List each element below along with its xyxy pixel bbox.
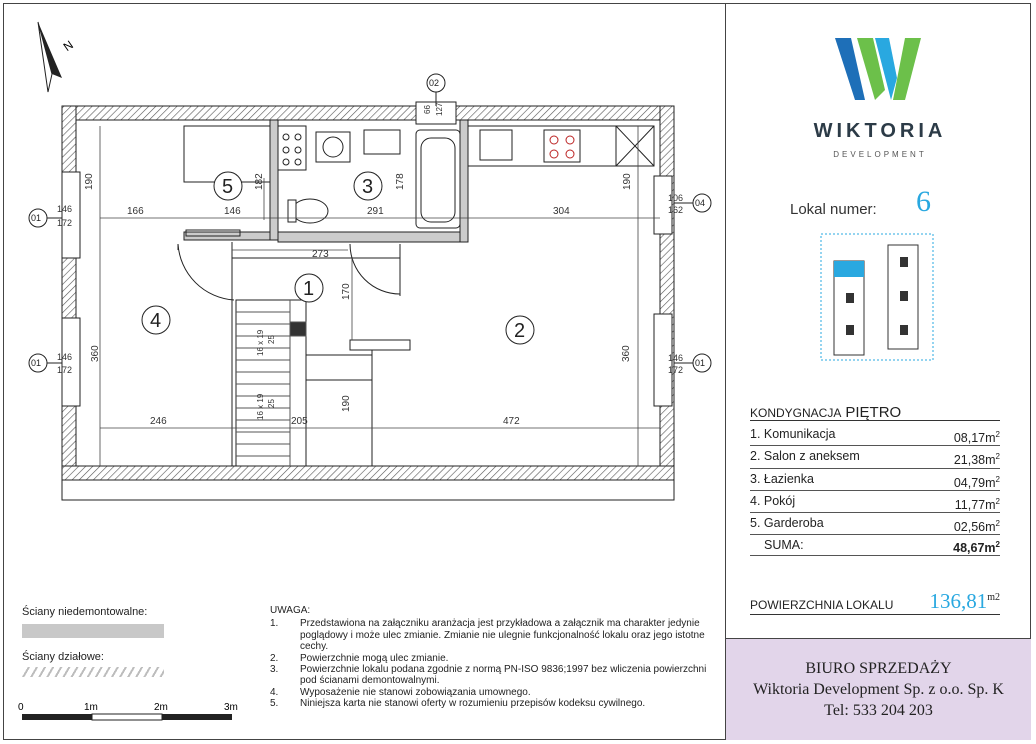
sum-value: $48,67m^2$ — [953, 540, 1000, 556]
dim-190-right: 190 — [622, 173, 633, 190]
kondygnacja-row — [750, 404, 1000, 421]
axis-marker-01-top: 01 — [31, 213, 42, 223]
room-number-4: 4 — [150, 310, 162, 332]
stair-dim-lower: 16 x 19 — [256, 393, 265, 420]
legend-partition-label: Ściany działowe: — [22, 651, 104, 663]
sum-row — [750, 535, 1000, 556]
scale-label-0: 0 — [18, 702, 24, 713]
scale-bar — [18, 700, 248, 726]
note-item: 3. Powierzchnie lokalu podana zgodnie z normą PN-ISO 9836;1997 bez wliczenia powierzchni pod ścianami demontowalnymi. — [270, 664, 707, 687]
scale-label-2m: 2m — [154, 702, 168, 713]
window-dim-5b: 127 — [435, 102, 444, 116]
dim-360-left: 360 — [90, 345, 101, 362]
brand-name: WIKTORIA — [813, 120, 947, 142]
window-dim-3b: 162 — [668, 205, 684, 215]
dim-205: 205 — [291, 416, 308, 427]
stair-dim-25a: 25 — [267, 335, 276, 344]
lokal-label: Lokal numer: — [790, 201, 877, 218]
legend-partition-swatch — [22, 667, 164, 677]
window-dim-5a: 66 — [423, 105, 432, 114]
stair-dim-upper: 16 x 19 — [256, 329, 265, 356]
scale-label-3m: 3m — [224, 702, 238, 713]
dim-304: 304 — [553, 206, 570, 217]
room-row: 4. Pokój $11,77m^2$ — [750, 491, 1000, 513]
window-dim-4b: 172 — [668, 365, 684, 375]
dim-360-right: 360 — [621, 345, 632, 362]
sales-office-company: Wiktoria Development Sp. z o.o. Sp. K — [753, 681, 1004, 698]
dim-166: 166 — [127, 206, 144, 217]
north-label: N — [60, 37, 76, 55]
window-dim-2b: 172 — [57, 365, 73, 375]
outer-walls — [62, 106, 674, 500]
dim-190-stair: 190 — [341, 395, 352, 412]
dim-273: 273 — [312, 249, 329, 260]
axis-marker-02: 02 — [429, 78, 440, 88]
sales-office-title: BIURO SPRZEDAŻY — [805, 660, 952, 677]
room-number-3: 3 — [362, 176, 374, 198]
kondygnacja-label: KONDYGNACJA — [750, 406, 842, 420]
axis-marker-01-right: 01 — [695, 358, 706, 368]
note-item: 4. Wyposażenie nie stanowi zobowiązania umownego. — [270, 686, 531, 698]
room-number-1: 1 — [303, 278, 315, 300]
room-number-2: 2 — [514, 320, 526, 342]
dim-472: 472 — [503, 416, 520, 427]
total-area-value: $136,81^{m2}$ — [929, 589, 1000, 613]
dim-291: 291 — [367, 206, 384, 217]
kondygnacja-value: PIĘTRO — [845, 404, 902, 421]
window-dim-1a: 146 — [57, 204, 73, 214]
window-dim-1b: 172 — [57, 218, 73, 228]
total-area-label: POWIERZCHNIA LOKALU — [750, 598, 894, 612]
note-item: 2. Powierzchnie mogą ulec zmianie. — [270, 652, 449, 664]
brand-subtitle: DEVELOPMENT — [833, 150, 927, 159]
room-row: 1. Komunikacja $08,17m^2$ — [750, 424, 1000, 446]
room-row: 3. Łazienka $04,79m^2$ — [750, 469, 1000, 491]
note-item: 5. Niniejsza karta nie stanowi oferty w rozumieniu przepisów kodeksu cywilnego. — [270, 698, 646, 710]
staircase — [236, 300, 306, 466]
notes-block — [270, 605, 720, 710]
wiktoria-logo-icon — [835, 38, 925, 104]
sales-office-phone: Tel: 533 204 203 — [824, 702, 933, 719]
kitchen-counter — [468, 126, 654, 166]
dim-146: 146 — [224, 206, 241, 217]
axis-marker-01-mid: 01 — [31, 358, 42, 368]
north-arrow — [38, 22, 76, 92]
notes-title: UWAGA: — [270, 605, 311, 616]
scale-label-1m: 1m — [84, 702, 98, 713]
dim-178: 178 — [395, 173, 406, 190]
window-dim-4a: 146 — [668, 353, 684, 363]
legend-nondemountable-label: Ściany niedemontowalne: — [22, 606, 148, 618]
room-row: 5. Garderoba $02,56m^2$ — [750, 513, 1000, 535]
dim-170: 170 — [341, 283, 352, 300]
sheet-divider — [725, 3, 726, 740]
sum-label: SUMA: — [764, 538, 804, 553]
total-area-row — [750, 590, 1000, 615]
dim-182: 182 — [254, 173, 265, 190]
stair-dim-25b: 25 — [267, 399, 276, 408]
window-dim-2a: 146 — [57, 352, 73, 362]
room-row: 2. Salon z aneksem $21,38m^2$ — [750, 446, 1000, 468]
lokal-number: 6 — [916, 185, 931, 218]
room-number-5: 5 — [222, 176, 234, 198]
dim-246: 246 — [150, 416, 167, 427]
building-location-map — [820, 233, 934, 363]
dim-190: 190 — [84, 173, 95, 190]
axis-marker-04: 04 — [695, 198, 706, 208]
legend-solid-wall-swatch — [22, 624, 164, 638]
note-item: 1. Przedstawiona na załączniku aranżacja jest przykładowa a załącznik ma charakter jedynie poglądowy i może ulec zmianie. Zmianie nie ulegnie funkcjonalność lokalu oraz jego istotne cechy. — [270, 618, 705, 653]
sales-office-box — [726, 638, 1031, 740]
window-dim-3a: 106 — [668, 193, 684, 203]
rooms-table — [750, 424, 1000, 556]
